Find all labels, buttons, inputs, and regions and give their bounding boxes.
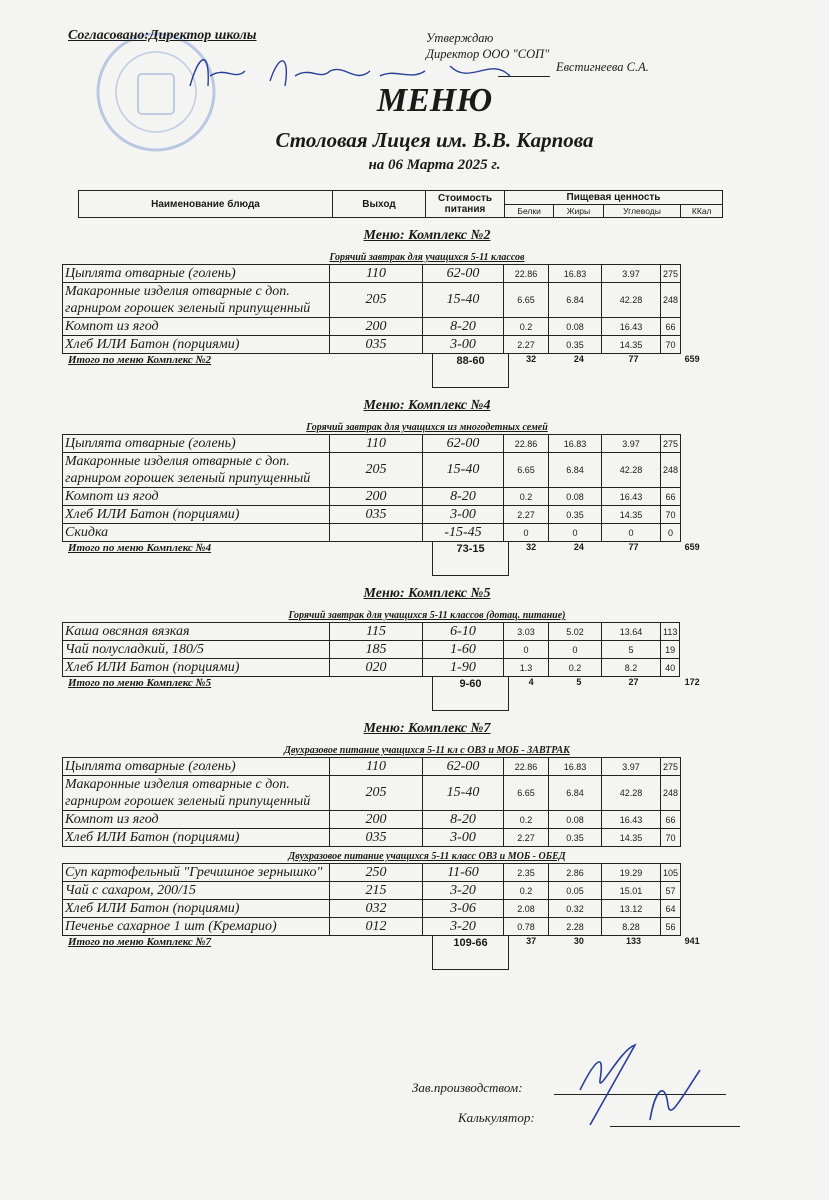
canteen-name: Столовая Лицея им. В.В. Карпова (275, 128, 594, 152)
total-cost: 73-15 (432, 542, 510, 576)
total-p: 4 (528, 677, 534, 687)
dish-kcal: 275 (661, 758, 681, 776)
dish-yield: 205 (330, 776, 423, 811)
dish-proteins: 6.65 (504, 453, 549, 488)
menu-section (62, 398, 722, 576)
dish-name: Цыплята отварные (голень) (63, 435, 330, 453)
dish-yield: 032 (330, 900, 423, 918)
dish-cost: 3-06 (423, 900, 504, 918)
dish-kcal: 105 (661, 864, 681, 882)
section-title: Меню: Комплекс №4 (363, 398, 491, 413)
dish-fats: 6.84 (549, 776, 602, 811)
dish-kcal: 66 (661, 318, 681, 336)
section-total (62, 936, 722, 970)
dish-cost: 15-40 (423, 283, 504, 318)
dish-kcal: 275 (661, 265, 681, 283)
total-k: 172 (684, 677, 700, 687)
dish-fats: 0.08 (549, 318, 602, 336)
table-row (63, 882, 681, 900)
dish-fats: 0.35 (549, 506, 602, 524)
dish-carbs: 14.35 (602, 336, 661, 354)
dish-cost: 3-20 (423, 882, 504, 900)
dish-carbs: 13.12 (602, 900, 661, 918)
total-cost: 9-60 (432, 677, 510, 711)
table-row (63, 776, 681, 811)
dish-fats: 0.35 (549, 829, 602, 847)
dish-proteins: 2.27 (504, 829, 549, 847)
dish-name: Чай полусладкий, 180/5 (63, 641, 330, 659)
dish-name: Макаронные изделия отварные с доп. гарниром горошек зеленый припущенный (63, 283, 330, 318)
dish-proteins: 22.86 (504, 435, 549, 453)
total-c: 77 (628, 542, 639, 552)
dish-proteins: 6.65 (504, 776, 549, 811)
dish-cost: 62-00 (423, 435, 504, 453)
section-title: Меню: Комплекс №2 (363, 228, 491, 243)
table-row (63, 453, 681, 488)
dish-cost: 8-20 (423, 488, 504, 506)
dish-proteins: 0.78 (504, 918, 549, 936)
dish-fats: 0.08 (549, 811, 602, 829)
dish-carbs: 3.97 (602, 758, 661, 776)
total-k: 941 (684, 936, 700, 946)
dish-yield: 035 (330, 829, 423, 847)
dish-fats: 0 (549, 641, 602, 659)
production-head-label: Зав.производством: (412, 1080, 523, 1095)
total-c: 77 (628, 354, 639, 364)
dish-proteins: 22.86 (504, 265, 549, 283)
dish-name: Хлеб ИЛИ Батон (порциями) (63, 506, 330, 524)
dish-name: Цыплята отварные (голень) (63, 265, 330, 283)
dish-proteins: 1.3 (504, 659, 549, 677)
dish-carbs: 3.97 (602, 435, 661, 453)
dish-kcal: 113 (661, 623, 680, 641)
dish-fats: 6.84 (549, 453, 602, 488)
col-fats: Жиры (554, 205, 603, 218)
dish-carbs: 16.43 (602, 811, 661, 829)
dish-fats: 6.84 (549, 283, 602, 318)
table-row (63, 659, 680, 677)
dish-cost: 3-00 (423, 829, 504, 847)
dish-yield: 110 (330, 758, 423, 776)
dish-cost: 6-10 (423, 623, 504, 641)
dish-kcal: 70 (661, 506, 681, 524)
dish-fats: 2.28 (549, 918, 602, 936)
dish-yield: 215 (330, 882, 423, 900)
column-header-table (78, 190, 723, 218)
dish-yield: 205 (330, 453, 423, 488)
menu-section (62, 228, 722, 388)
dish-cost: 62-00 (423, 265, 504, 283)
total-f: 24 (573, 354, 584, 364)
total-f: 5 (576, 677, 582, 687)
dish-name: Компот из ягод (63, 811, 330, 829)
dish-carbs: 15.01 (602, 882, 661, 900)
dish-fats: 0.2 (549, 659, 602, 677)
dish-name: Хлеб ИЛИ Батон (порциями) (63, 336, 330, 354)
dish-carbs: 16.43 (602, 318, 661, 336)
table-row (63, 488, 681, 506)
dish-kcal: 66 (661, 488, 681, 506)
total-f: 30 (573, 936, 584, 946)
meal-group-title: Двухразовое питание учащихся 5-11 кл с ОВЗ и МОБ - ЗАВТРАК (284, 745, 570, 756)
col-yield: Выход (333, 191, 426, 218)
dish-cost: 3-00 (423, 336, 504, 354)
table-row (63, 435, 681, 453)
dish-yield: 110 (330, 265, 423, 283)
total-p: 32 (526, 354, 537, 364)
dish-cost: 1-90 (423, 659, 504, 677)
meal-group-title: Горячий завтрак для учащихся из многодетных семей (306, 422, 548, 433)
table-row (63, 811, 681, 829)
dish-kcal: 56 (661, 918, 681, 936)
meal-group-title: Горячий завтрак для учащихся 5-11 классов (дотац. питание) (288, 610, 566, 621)
menu-section (62, 586, 722, 711)
dish-proteins: 0.2 (504, 811, 549, 829)
dish-yield (330, 524, 423, 542)
table-row (63, 864, 681, 882)
table-row (63, 758, 681, 776)
dish-proteins: 3.03 (504, 623, 549, 641)
table-row (63, 336, 681, 354)
menu-sections (62, 228, 722, 980)
dish-name: Макаронные изделия отварные с доп. гарниром горошек зеленый припущенный (63, 776, 330, 811)
dish-carbs: 8.2 (602, 659, 661, 677)
dish-kcal: 64 (661, 900, 681, 918)
menu-date: на 06 Марта 2025 г. (368, 157, 501, 173)
dish-fats: 0.08 (549, 488, 602, 506)
table-row (63, 900, 681, 918)
section-total (62, 354, 722, 388)
dish-carbs: 42.28 (602, 283, 661, 318)
dish-name: Хлеб ИЛИ Батон (порциями) (63, 659, 330, 677)
dish-carbs: 19.29 (602, 864, 661, 882)
dish-cost: -15-45 (423, 524, 504, 542)
dish-cost: 15-40 (423, 453, 504, 488)
total-f: 24 (573, 542, 584, 552)
meal-group-title: Горячий завтрак для учащихся 5-11 классов (329, 252, 525, 263)
dish-carbs: 5 (602, 641, 661, 659)
dish-kcal: 0 (661, 524, 681, 542)
dish-fats: 0.05 (549, 882, 602, 900)
dish-fats: 5.02 (549, 623, 602, 641)
dish-fats: 0.32 (549, 900, 602, 918)
col-cost: Стоимость питания (426, 191, 505, 218)
meal-group-title: Двухразовое питание учащихся 5-11 класс ОВЗ и МОБ - ОБЕД (288, 851, 566, 862)
dish-table (62, 863, 681, 936)
dish-proteins: 0 (504, 641, 549, 659)
dish-proteins: 2.27 (504, 336, 549, 354)
section-total (62, 677, 722, 711)
page-title: МЕНЮ (376, 82, 493, 119)
total-label: Итого по меню Комплекс №2 (68, 354, 212, 366)
dish-kcal: 66 (661, 811, 681, 829)
dish-name: Хлеб ИЛИ Батон (порциями) (63, 900, 330, 918)
dish-name: Печенье сахарное 1 шт (Кремарио) (63, 918, 330, 936)
dish-fats: 16.83 (549, 265, 602, 283)
dish-yield: 205 (330, 283, 423, 318)
dish-cost: 11-60 (423, 864, 504, 882)
dish-name: Компот из ягод (63, 318, 330, 336)
dish-cost: 3-00 (423, 506, 504, 524)
dish-carbs: 13.64 (602, 623, 661, 641)
director-name: Евстигнеева С.А. (556, 60, 649, 74)
dish-fats: 0 (549, 524, 602, 542)
table-row (63, 318, 681, 336)
dish-kcal: 70 (661, 336, 681, 354)
dish-proteins: 0.2 (504, 318, 549, 336)
table-row (63, 524, 681, 542)
dish-kcal: 19 (661, 641, 680, 659)
dish-proteins: 6.65 (504, 283, 549, 318)
dish-kcal: 248 (661, 453, 681, 488)
dish-name: Суп картофельный "Гречишное зернышко" (63, 864, 330, 882)
dish-name: Цыплята отварные (голень) (63, 758, 330, 776)
dish-yield: 200 (330, 318, 423, 336)
dish-kcal: 40 (661, 659, 680, 677)
dish-proteins: 2.35 (504, 864, 549, 882)
dish-proteins: 0 (504, 524, 549, 542)
total-label: Итого по меню Комплекс №4 (68, 542, 212, 554)
total-cost: 88-60 (432, 354, 510, 388)
table-row (63, 623, 680, 641)
total-c: 27 (628, 677, 639, 687)
dish-yield: 110 (330, 435, 423, 453)
section-title: Меню: Комплекс №7 (363, 721, 491, 736)
dish-fats: 16.83 (549, 758, 602, 776)
table-row (63, 829, 681, 847)
approver-title: Директор ООО "СОП" (426, 47, 550, 61)
table-row (63, 641, 680, 659)
total-k: 659 (684, 542, 700, 552)
dish-kcal: 70 (661, 829, 681, 847)
table-row (63, 265, 681, 283)
dish-yield: 200 (330, 811, 423, 829)
table-row (63, 918, 681, 936)
total-label: Итого по меню Комплекс №5 (68, 677, 212, 689)
section-title: Меню: Комплекс №5 (363, 586, 491, 601)
total-cost: 109-66 (432, 936, 510, 970)
col-kcal: ККал (681, 205, 723, 218)
dish-name: Скидка (63, 524, 330, 542)
dish-yield: 035 (330, 506, 423, 524)
dish-carbs: 14.35 (602, 829, 661, 847)
approved-by-school-director: Согласовано:Директор школы (68, 28, 257, 43)
total-c: 133 (626, 936, 642, 946)
dish-cost: 8-20 (423, 318, 504, 336)
dish-yield: 020 (330, 659, 423, 677)
section-total (62, 542, 722, 576)
dish-carbs: 14.35 (602, 506, 661, 524)
dish-kcal: 275 (661, 435, 681, 453)
dish-cost: 62-00 (423, 758, 504, 776)
dish-carbs: 8.28 (602, 918, 661, 936)
dish-name: Макаронные изделия отварные с доп. гарниром горошек зеленый припущенный (63, 453, 330, 488)
calculator-label: Калькулятор: (458, 1110, 535, 1125)
dish-cost: 8-20 (423, 811, 504, 829)
dish-carbs: 3.97 (602, 265, 661, 283)
table-row (63, 506, 681, 524)
dish-carbs: 42.28 (602, 453, 661, 488)
dish-yield: 012 (330, 918, 423, 936)
dish-table (62, 622, 680, 677)
dish-carbs: 0 (602, 524, 661, 542)
col-proteins: Белки (505, 205, 554, 218)
dish-yield: 250 (330, 864, 423, 882)
dish-proteins: 2.27 (504, 506, 549, 524)
total-p: 32 (526, 542, 537, 552)
approve-label: Утверждаю (426, 31, 494, 45)
dish-kcal: 248 (661, 776, 681, 811)
dish-kcal: 248 (661, 283, 681, 318)
total-k: 659 (684, 354, 700, 364)
col-carbs: Углеводы (603, 205, 681, 218)
dish-name: Хлеб ИЛИ Батон (порциями) (63, 829, 330, 847)
col-nutrition: Пищевая ценность (505, 191, 723, 205)
dish-name: Чай с сахаром, 200/15 (63, 882, 330, 900)
dish-yield: 115 (330, 623, 423, 641)
total-label: Итого по меню Комплекс №7 (68, 936, 212, 948)
dish-fats: 16.83 (549, 435, 602, 453)
dish-cost: 1-60 (423, 641, 504, 659)
menu-section (62, 721, 722, 970)
dish-table (62, 434, 681, 542)
dish-kcal: 57 (661, 882, 681, 900)
dish-yield: 200 (330, 488, 423, 506)
dish-cost: 3-20 (423, 918, 504, 936)
dish-name: Компот из ягод (63, 488, 330, 506)
dish-cost: 15-40 (423, 776, 504, 811)
dish-yield: 035 (330, 336, 423, 354)
total-p: 37 (526, 936, 537, 946)
dish-table (62, 757, 681, 847)
dish-proteins: 0.2 (504, 882, 549, 900)
footer-signature-icon (560, 1040, 720, 1130)
dish-proteins: 0.2 (504, 488, 549, 506)
dish-proteins: 22.86 (504, 758, 549, 776)
table-row (63, 283, 681, 318)
dish-name: Каша овсяная вязкая (63, 623, 330, 641)
dish-table (62, 264, 681, 354)
dish-fats: 2.86 (549, 864, 602, 882)
col-name: Наименование блюда (79, 191, 333, 218)
dish-carbs: 42.28 (602, 776, 661, 811)
dish-fats: 0.35 (549, 336, 602, 354)
dish-yield: 185 (330, 641, 423, 659)
dish-carbs: 16.43 (602, 488, 661, 506)
dish-proteins: 2.08 (504, 900, 549, 918)
